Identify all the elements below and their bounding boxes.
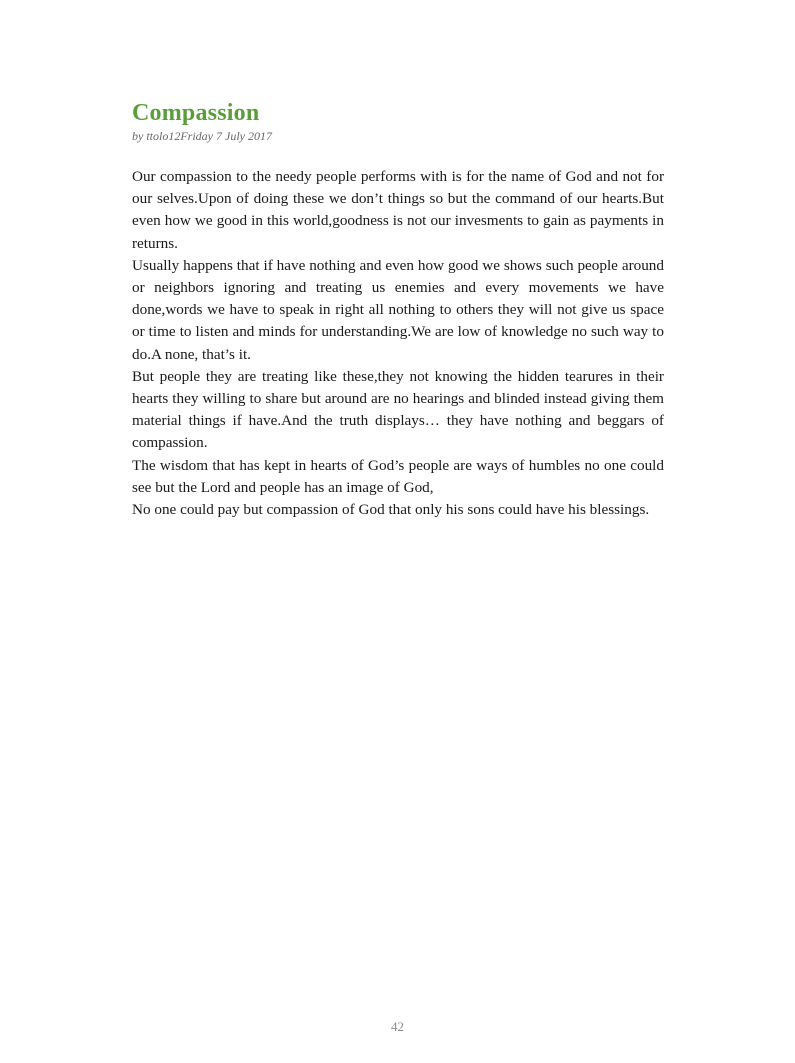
article-body [132,166,664,521]
paragraph: But people they are treating like these,they not knowing the hidden tearures in their hearts they willing to share but around are no hearings and blinded instead giving them material things if have.And the truth displays… they have nothing and beggars of compassion. [132,367,664,452]
article-byline: by ttolo12Friday 7 July 2017 [132,129,272,143]
paragraph: No one could pay but compassion of God that only his sons could have his blessings. [132,501,650,519]
page-number: 42 [391,1019,404,1034]
article-title: Compassion [132,100,260,126]
paragraph: The wisdom that has kept in hearts of God’s people are ways of humbles no one could see but the Lord and people has an image of God, [132,456,664,496]
paragraph: Usually happens that if have nothing and even how good we shows such people around or neighbors ignoring and treating us enemies and every movements we have done,words we have to speak in right all nothing to others they will not give us space or time to listen and minds for understanding.We are low of knowledge no such way to do.A none, that’s it. [132,256,664,363]
paragraph: Our compassion to the needy people performs with is for the name of God and not for our selves.Upon of doing these we don’t things so but the command of our hearts.But even how we good in this world,goodness is not our invesments to gain as payments in returns. [132,168,664,252]
